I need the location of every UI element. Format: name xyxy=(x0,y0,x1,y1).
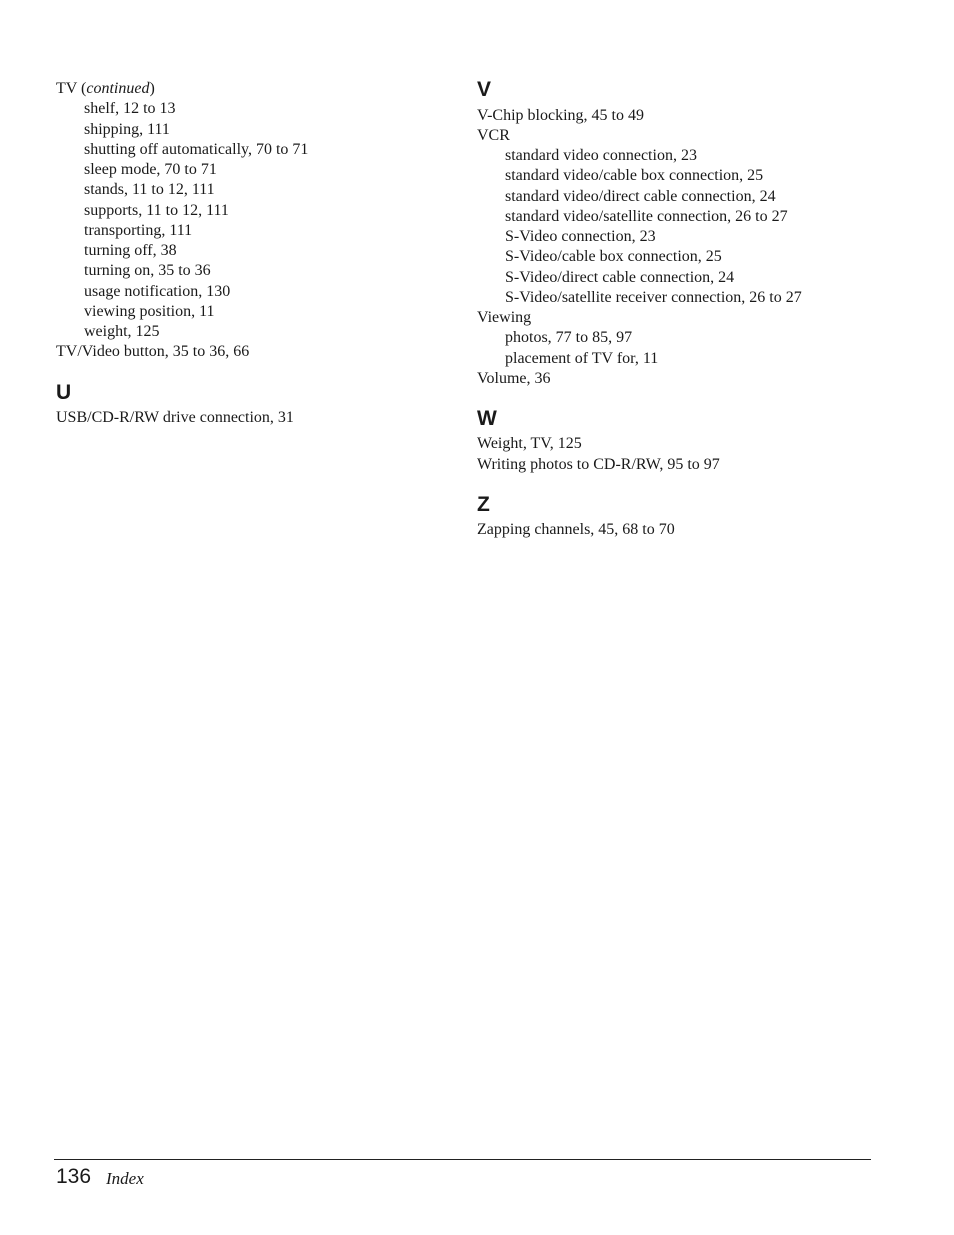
index-subentry: shutting off automatically, 70 to 71 xyxy=(84,141,309,158)
index-subentry: shipping, 111 xyxy=(84,121,170,138)
index-subentry: supports, 11 to 12, 111 xyxy=(84,202,229,219)
index-subentry: viewing position, 11 xyxy=(84,303,215,320)
index-subentry: weight, 125 xyxy=(84,323,160,340)
index-subentry: standard video/cable box connection, 25 xyxy=(505,167,764,184)
footer-divider xyxy=(54,1159,871,1160)
index-subentry: sleep mode, 70 to 71 xyxy=(84,161,217,178)
index-entry-vcr: VCR xyxy=(477,127,510,144)
index-subentry: S-Video/direct cable connection, 24 xyxy=(505,269,735,286)
continued-note: continued xyxy=(86,80,150,97)
section-letter-z: Z xyxy=(477,493,490,516)
index-subentry: S-Video/cable box connection, 25 xyxy=(505,248,722,265)
index-subentry: standard video/satellite connection, 26 to 27 xyxy=(505,208,788,225)
index-entry-viewing: Viewing xyxy=(477,309,532,326)
index-subentry: shelf, 12 to 13 xyxy=(84,100,176,117)
index-entry: V-Chip blocking, 45 to 49 xyxy=(477,107,644,124)
index-subentry: usage notification, 130 xyxy=(84,283,231,300)
index-subentry: turning off, 38 xyxy=(84,242,177,259)
index-subentry: S-Video/satellite receiver connection, 26 to 27 xyxy=(505,289,802,306)
index-entry: TV/Video button, 35 to 36, 66 xyxy=(56,343,250,360)
index-subentry: placement of TV for, 11 xyxy=(505,350,659,367)
index-subentry: transporting, 111 xyxy=(84,222,193,239)
section-letter-w: W xyxy=(477,407,497,430)
entry-text: TV xyxy=(56,80,78,97)
index-entry: Zapping channels, 45, 68 to 70 xyxy=(477,521,675,538)
footer-section-name: Index xyxy=(106,1169,144,1188)
section-letter-u: U xyxy=(56,381,72,404)
index-entry: Volume, 36 xyxy=(477,370,551,387)
page-number: 136 xyxy=(56,1165,92,1188)
index-subentry: standard video/direct cable connection, 24 xyxy=(505,188,776,205)
index-entry: USB/CD-R/RW drive connection, 31 xyxy=(56,409,294,426)
index-subentry: standard video connection, 23 xyxy=(505,147,697,164)
section-letter-v: V xyxy=(477,78,492,101)
index-entry-tv: TV (continued) xyxy=(56,80,155,97)
index-entry: Writing photos to CD-R/RW, 95 to 97 xyxy=(477,456,720,473)
index-subentry: S-Video connection, 23 xyxy=(505,228,656,245)
index-subentry: photos, 77 to 85, 97 xyxy=(505,329,633,346)
index-subentry: stands, 11 to 12, 111 xyxy=(84,181,215,198)
index-entry: Weight, TV, 125 xyxy=(477,435,582,452)
index-subentry: turning on, 35 to 36 xyxy=(84,262,211,279)
